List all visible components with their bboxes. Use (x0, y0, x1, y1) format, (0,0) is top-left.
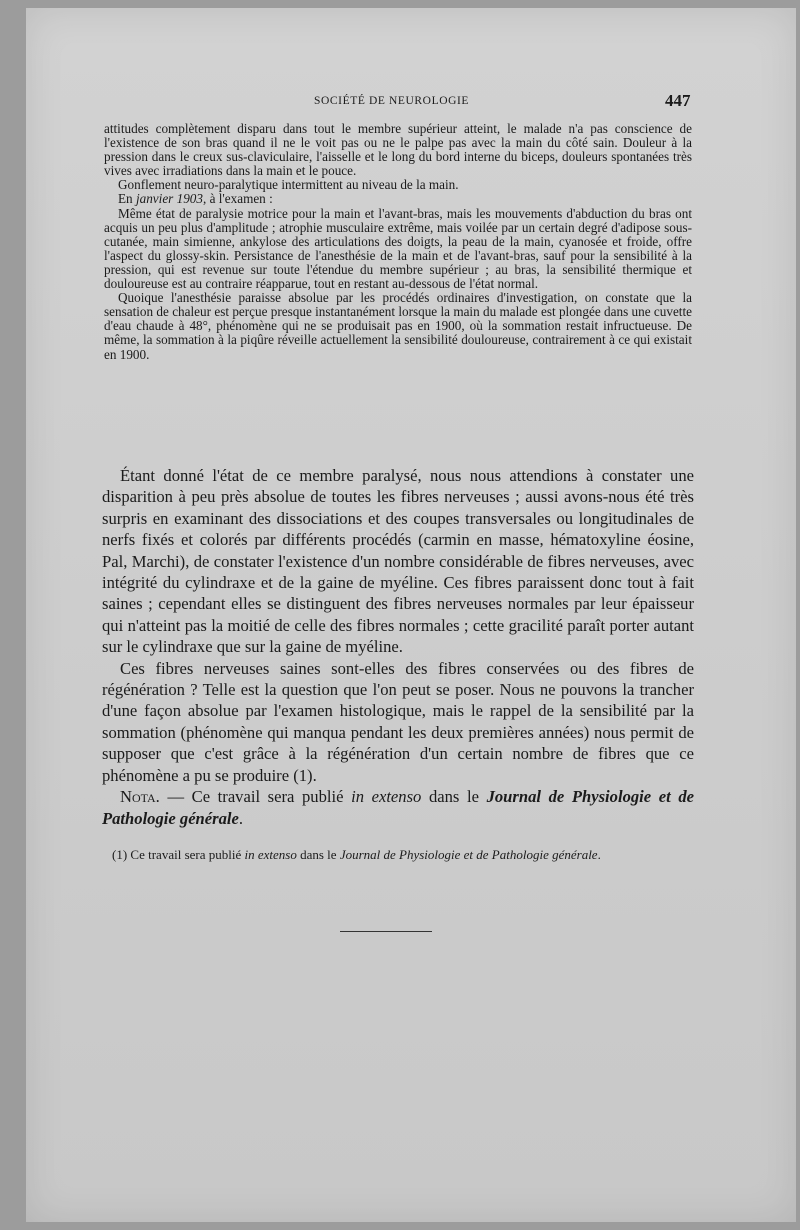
nota-text: — Ce travail sera publié (159, 787, 352, 807)
page-number: 447 (665, 91, 691, 110)
case-paragraph-4: Même état de paralysie motrice pour la main et l'avant-bras, mais les mouvements d'abduction du bras ont acquis un peu plus d'amplitude ; atrophie musculaire extrême, mais voilée par un certain degré d'adipose sous-cutanée, main simienne, ankylose des articulations des doigts, la peau de la main, cyanosée et froide, offre l'aspect du glossy-skin. Persistance de l'anesthésie de la main et de l'avant-bras, sauf pour la sensibilité à la pression, qui est revenue sur toute l'étendue du membre supérieur ; au bras, la sensibilité thermique et douloureuse est au contraire réapparue, tout en restant au-dessous de l'état normal. (104, 205, 692, 292)
discussion-block (102, 465, 694, 829)
nota-journal: Journal de Physiologie et de Pathologie générale (102, 787, 694, 828)
footnote (104, 847, 696, 862)
date-intro: En (118, 191, 136, 207)
footnote-mid: dans le (296, 847, 340, 862)
case-notes-block (104, 122, 692, 362)
running-header: SOCIÉTÉ DE NEUROLOGIE (314, 95, 470, 107)
case-paragraph-3 (104, 192, 692, 206)
exam-date: janvier 1903 (135, 191, 203, 207)
footnote-end: . (597, 847, 601, 862)
case-paragraph-2: Gonflement neuro-paralytique intermittent au niveau de la main. (118, 177, 459, 193)
nota-mid: dans le (421, 787, 487, 807)
footnote-text (104, 847, 696, 862)
case-paragraph-1: attitudes complètement disparu dans tout le membre supérieur atteint, le malade n'a pas conscience de l'existence de son bras quand il ne le voit pas ou ne le palpe pas avec la main du côté sain. Douleur à la pression dans le creux sus-claviculaire, l'aisselle et le long du bord interne du biceps, douleurs spontanées très vives avec irradiations dans la main et le pouce. (104, 121, 692, 179)
date-rest: , à l'examen : (202, 191, 273, 207)
footnote-before: Ce travail sera publié (127, 847, 245, 862)
nota-label: Nota. (120, 787, 160, 807)
footnote-journal: Journal de Physiologie et de Pathologie générale (339, 847, 598, 862)
end-rule (340, 931, 432, 932)
footnote-marker: (1) (112, 847, 128, 862)
nota-paragraph (102, 786, 694, 829)
discussion-paragraph-1: Étant donné l'état de ce membre paralysé, nous nous attendions à constater une disparition à peu près absolue de toutes les fibres nerveuses ; aussi avons-nous été très surpris en examinant des dissociations et des coupes transversales ou longitudinales de nerfs fixés et colorés par différents procédés (carmin en masse, hématoxyline éosine, Pal, Marchi), de constater l'existence d'un nombre considérable de fibres nerveuses, avec intégrité du cylindraxe et de la gaine de myéline. Ces fibres paraissent donc tout à fait saines ; cependant elles se distinguent des fibres nerveuses normales par leur épaisseur qui n'atteint pas la moitié de celle des fibres normales ; cette gracilité paraît porter autant sur le cylindraxe que sur la gaine de myéline. (102, 466, 694, 657)
case-paragraph-5: Quoique l'anesthésie paraisse absolue par les procédés ordinaires d'investigation, on constate que la sensation de chaleur est perçue presque instantanément lorsque la main du malade est plongée dans une cuvette d'eau chaude à 48°, phénomène qui ne se produisait pas en 1900, où la sommation restait infructueuse. De même, la sommation à la piqûre réveille actuellement la sensibilité douloureuse, contrairement à ce qui existait en 1900. (104, 290, 692, 362)
nota-end: . (238, 808, 244, 828)
discussion-paragraph-2: Ces fibres nerveuses saines sont-elles des fibres conservées ou des fibres de régénération ? Telle est la question que l'on peut se poser. Nous ne pouvons la trancher d'une façon absolue par l'examen histologique, mais le rappel de la sensibilité par la sommation (phénomène qui manqua pendant les deux premières années) nous permit de supposer que c'est grâce à la régénération d'un certain nombre de fibres que ce phénomène a pu se produire (1). (102, 658, 694, 785)
footnote-in-extenso: in extenso (244, 847, 297, 862)
nota-in-extenso: in extenso (351, 787, 422, 807)
